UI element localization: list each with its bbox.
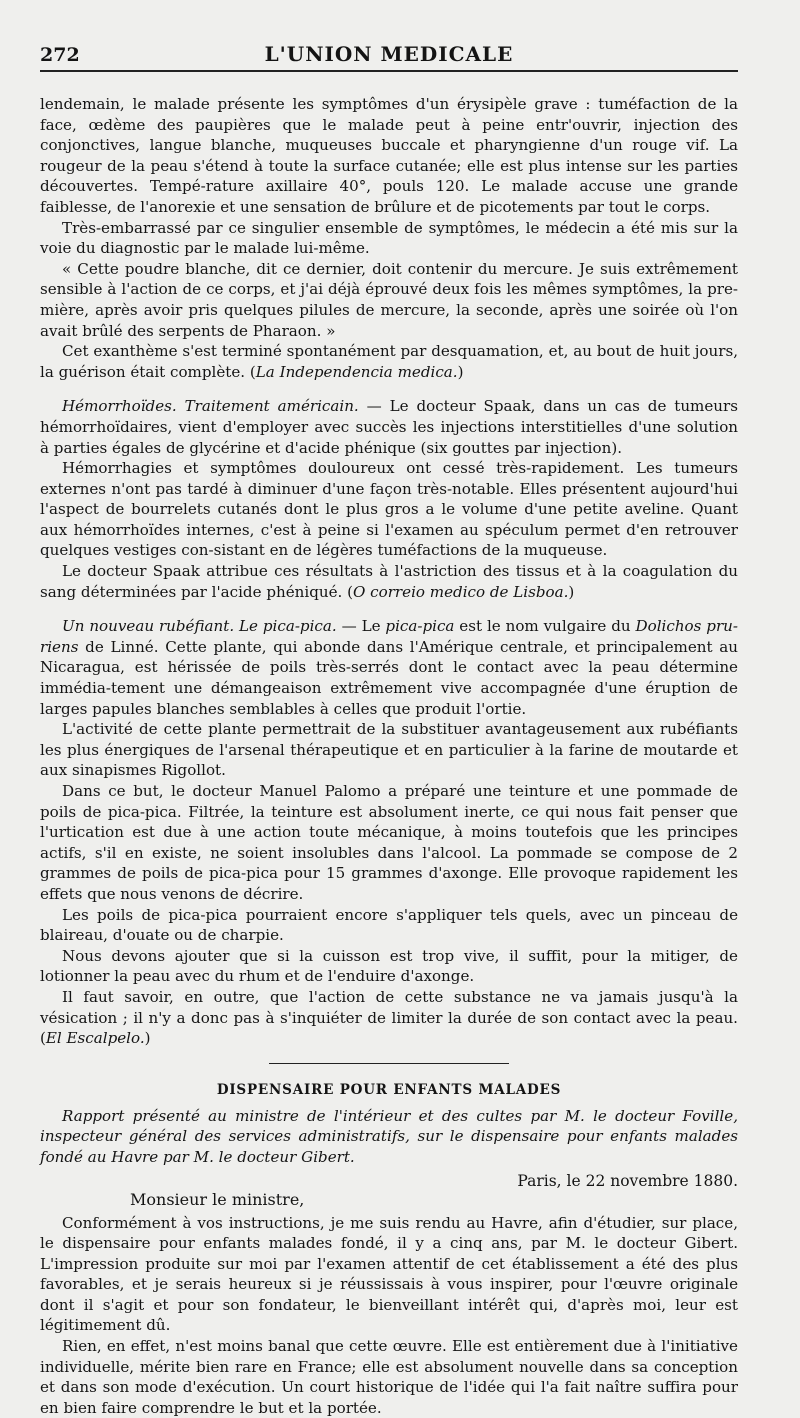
paragraph-hemorrhoids	[40, 396, 738, 458]
paragraph-activity: L'activité de cette plante permettrait de la substituer avantageusement aux rubéfiants les plus énergiques de l'arsenal thérapeutique et en particulier à la farine de moutarde et aux sinapismes Rigollot.	[40, 720, 738, 780]
vesication-text: Il faut savoir, en outre, que l'action de cette substance ne va jamais jusqu'à la vésication ; il n'y a donc pas à s'inquiéter de limiter la durée de son contact avec la peau. (	[40, 987, 738, 1048]
paragraph-palomo: Dans ce but, le docteur Manuel Palomo a préparé une teinture et une pommade de poils de pica-pica. Filtrée, la teinture est absolument inerte, ce qui nous fait penser que l'urtication est due à une action toute mécanique, à moins toutefois que les principes actifs, s'il en existe, ne soient insolubles dans l'alcool. La pommade se compose de 2 grammes de poils de pica-pica pour 15 grammes d'axonge. Elle provoque rapidement les effets que nous venons de décrire.	[40, 782, 738, 903]
spaak-text: Le docteur Spaak attribue ces résultats à l'astriction des tissus et à la coagulation du sang déterminées par l'acide phéniqué. (	[40, 562, 738, 601]
paragraph-rubefiant	[40, 616, 738, 719]
item-heading-rubefiant: Un nouveau rubéfiant. Le pica-pica.	[62, 617, 337, 636]
paragraph-spaak	[40, 561, 738, 602]
section-separator	[269, 1063, 509, 1064]
source-citation: La Independencia medica.	[255, 362, 458, 381]
paragraph-instructions: Conformément à vos instructions, je me suis rendu au Havre, afin d'étudier, sur place, le dispensaire pour enfants malades fondé, il y a cinq ans, par M. le docteur Gibert. L'impression produite sur moi par l'examen attentif de cet établissement a été des plus favorables, et je serais heureux si je réussissais à vous inspirer, pour l'œuvre originale dont il s'agit et pour son fondateur, le bienveillant intérêt qui, d'après moi, leur est légitimement dû.	[40, 1213, 738, 1335]
citation-close: )	[457, 362, 464, 381]
paragraph-cuisson: Nous devons ajouter que si la cuisson est trop vive, il suffit, pour la mitiger, de lotionner la peau avec du rhum et de l'enduire d'axonge.	[40, 946, 738, 986]
citation-close: )	[568, 582, 575, 601]
paragraph-originality: Rien, en effet, n'est moins banal que cette œuvre. Elle est entièrement due à l'initiative individuelle, mérite bien rare en France; elle est absolument nouvelle dans sa conception et dans son mode d'exécution. Un court historique de l'idée qui l'a fait naître suffira pour en bien faire comprendre le but et la portée.	[40, 1337, 738, 1417]
rubefiant-text-1: — Le	[336, 617, 386, 636]
source-citation: O correio medico de Lisboa.	[353, 582, 569, 601]
paragraph-diagnosis: Très-embarrassé par ce singulier ensemble de symptômes, le médecin a été mis sur la voie du diagnostic par le malade lui-même.	[40, 218, 738, 258]
paragraph-gap	[40, 382, 738, 396]
page-number: 272	[40, 44, 80, 66]
dateline: Paris, le 22 novembre 1880.	[517, 1171, 738, 1190]
term-pica-pica: pica-pica	[385, 617, 455, 636]
term-dolichos: Dolichos pru-riens	[40, 617, 738, 656]
hemorrhoids-text: — Le docteur Spaak, dans un cas de tumeurs hémorrhoïdaires, vient d'employer avec succès les injections interstitielles d'une solution à parties égales de glycérine et d'acide phénique (six gouttes par injection).	[40, 397, 738, 457]
item-heading-hemorrhoids: Hémorrhoïdes. Traitement américain.	[62, 397, 359, 416]
journal-title: L'UNION MEDICALE	[264, 42, 514, 66]
header-rule	[40, 70, 738, 72]
paragraph-hemorrhage: Hémorrhagies et symptômes douloureux ont cessé très-rapidement. Les tumeurs externes n'ont pas tardé à diminuer d'une façon très-notable. Elles présentent aujourd'hui l'aspect de bourrelets cutanés dont le plus gros a le volume d'une petite aveline. Quant aux hémorrhoïdes internes, c'est à peine si l'examen au spéculum permet d'en retrouver quelques vestiges con-sistant en de légères tuméfactions de la muqueuse.	[40, 459, 738, 560]
paragraph-exanthem	[40, 341, 738, 382]
page-header	[40, 36, 738, 70]
article-body	[40, 94, 738, 1418]
salutation: Monsieur le ministre,	[130, 1189, 305, 1209]
rubefiant-text-3: de Linné. Cette plante, qui abonde dans l'Amérique centrale, et principalement au Nicaragua, est hérissée de poils très-serrés dont le contact avec la peau détermine immédia-tement une démangeaison extrêmement vive accompagnée d'une éruption de larges papules blanches semblables à celles que produit l'ortie.	[40, 637, 738, 718]
section-heading: DISPENSAIRE POUR ENFANTS MALADES	[216, 1081, 562, 1098]
paragraph-hairs: Les poils de pica-pica pourraient encore s'appliquer tels quels, avec un pinceau de blaireau, d'ouate ou de charpie.	[40, 905, 738, 945]
paragraph-erysipelas: lendemain, le malade présente les symptômes d'un érysipèle grave : tuméfaction de la face, œdème des paupières que le malade peut à peine entr'ouvrir, injection des conjonctives, langue blanche, muqueuses buccale et pharyngienne d'un rouge vif. La rougeur de la peau s'étend à toute la surface cutanée; elle est plus intense sur les parties découvertes. Tempé-rature axillaire 40°, pouls 120. Le malade accuse une grande faiblesse, de l'anorexie et une sensation de brûlure et de picotements par tout le corps.	[40, 95, 738, 216]
source-citation: El Escalpelo.	[45, 1029, 145, 1048]
rubefiant-text-2: est le nom vulgaire du	[454, 617, 636, 636]
paragraph-vesication	[40, 987, 738, 1049]
citation-close: )	[144, 1029, 151, 1048]
paragraph-gap	[40, 602, 738, 616]
paragraph-quote: « Cette poudre blanche, dit ce dernier, doit contenir du mercure. Je suis extrêmement sensible à l'action de ce corps, et j'ai déjà éprouvé deux fois les mêmes symptômes, la pre-mière, après avoir pris quelques pilules de mercure, la seconde, après une soirée où l'on avait brûlé des serpents de Pharaon. »	[40, 259, 738, 340]
exanthem-text: Cet exanthème s'est terminé spontanément par desquamation, et, au bout de huit jours, la guérison était complète. (	[40, 342, 738, 381]
report-title: Rapport présenté au ministre de l'intérieur et des cultes par M. le docteur Foville, inspecteur général des services administratifs, sur le dispensaire pour enfants malades fondé au Havre par M. le docteur Gibert.	[40, 1106, 738, 1166]
